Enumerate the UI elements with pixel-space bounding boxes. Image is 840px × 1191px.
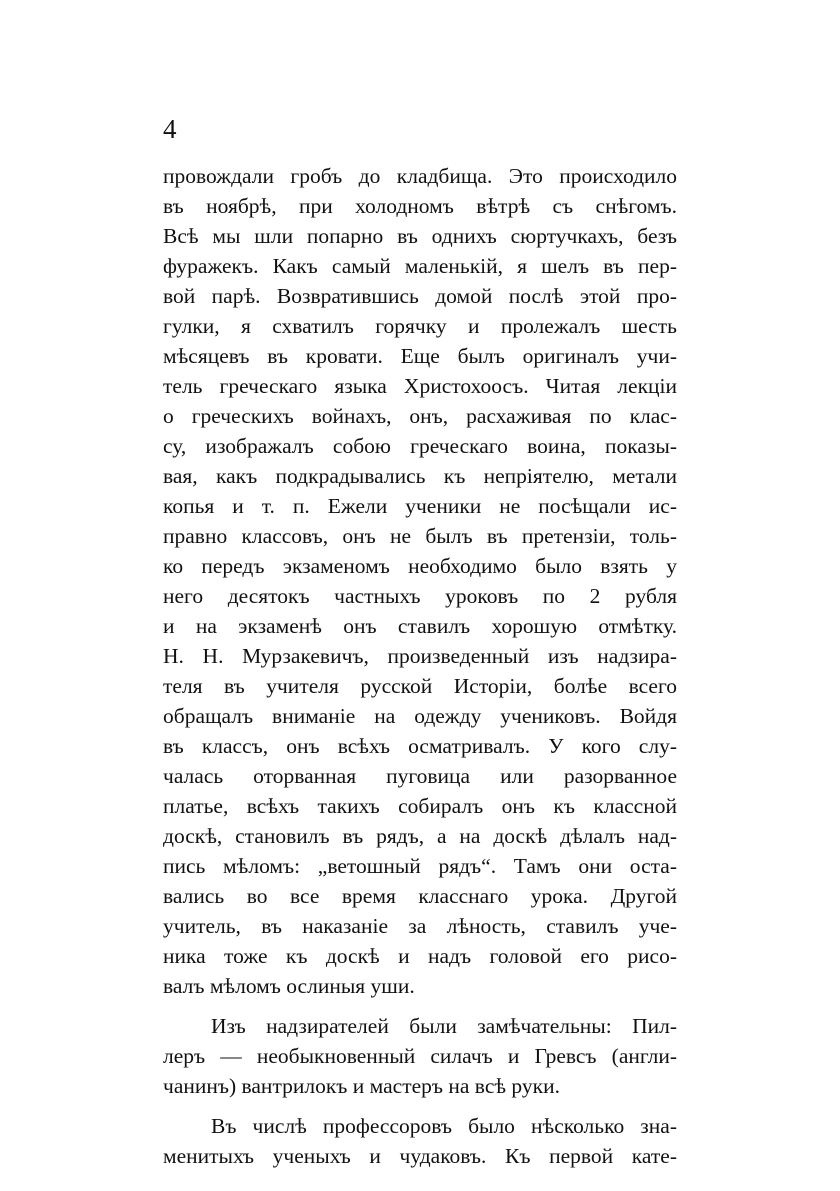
paragraph: [163, 1011, 677, 1101]
paragraph-gap: [163, 1101, 677, 1111]
text-line: учитель, въ наказаніе за лѣность, ставилъ уче-: [163, 914, 677, 938]
text-line: фуражекъ. Какъ самый маленькій, я шелъ въ пер-: [163, 254, 677, 278]
text-line: Н. Н. Мурзакевичъ, произведенный изъ надзира-: [163, 644, 677, 668]
text-line: обращалъ вниманіе на одежду учениковъ. Войдя: [163, 704, 677, 728]
page-number: 4: [163, 114, 177, 144]
text-line: ника тоже къ доскѣ и надъ головой его рисо-: [163, 944, 677, 968]
text-line: Всѣ мы шли попарно въ однихъ сюртучкахъ, безъ: [163, 224, 677, 248]
text-line: правно классовъ, онъ не былъ въ претензіи, толь-: [163, 524, 677, 548]
text-line: вой парѣ. Возвратившись домой послѣ этой про-: [163, 284, 677, 308]
text-line: платье, всѣхъ такихъ собиралъ онъ къ классной: [163, 794, 677, 818]
text-line: Въ числѣ профессоровъ было нѣсколько зна-: [211, 1114, 677, 1138]
text-line: тель греческаго языка Христохоосъ. Читая лекціи: [163, 374, 677, 398]
text-line: вая, какъ подкрадывались къ непріятелю, метали: [163, 464, 677, 488]
text-line: су, изображалъ собою греческаго воина, показы-: [163, 434, 677, 458]
text-line: гулки, я схватилъ горячку и пролежалъ шесть: [163, 314, 677, 338]
text-line: копья и т. п. Ежели ученики не посѣщали ис-: [163, 494, 677, 518]
text-line: и на экзаменѣ онъ ставилъ хорошую отмѣтку.: [163, 614, 677, 638]
paragraph-gap: [163, 1001, 677, 1011]
text-line: о греческихъ войнахъ, онъ, расхаживая по клас-: [163, 404, 677, 428]
paragraph: [163, 161, 677, 1001]
text-line: него десятокъ частныхъ уроковъ по 2 рубля: [163, 584, 677, 608]
text-line: мѣсяцевъ въ кровати. Еще былъ оригиналъ учи-: [163, 344, 677, 368]
paragraph: [163, 1111, 677, 1171]
text-line: пись мѣломъ: „ветошный рядъ“. Тамъ они оста-: [163, 854, 677, 878]
text-line: Изъ надзирателей были замѣчательны: Пил-: [211, 1014, 677, 1038]
text-line: провождали гробъ до кладбища. Это происходило: [163, 164, 677, 188]
text-line: теля въ учителя русской Исторіи, болѣе всего: [163, 674, 677, 698]
body-text: [163, 161, 677, 1171]
text-line: чанинъ) вантрилокъ и мастеръ на всѣ руки.: [163, 1074, 560, 1098]
text-line: ко передъ экзаменомъ необходимо было взять у: [163, 554, 677, 578]
text-line: въ классъ, онъ всѣхъ осматривалъ. У кого слу-: [163, 734, 677, 758]
text-line: менитыхъ ученыхъ и чудаковъ. Къ первой кате-: [163, 1144, 677, 1168]
text-line: доскѣ, становилъ въ рядъ, а на доскѣ дѣлалъ над-: [163, 824, 677, 848]
text-line: вались во все время класснаго урока. Другой: [163, 884, 677, 908]
text-line: чалась оторванная пуговица или разорванное: [163, 764, 677, 788]
text-line: валъ мѣломъ ослиныя уши.: [163, 974, 415, 998]
text-line: въ ноябрѣ, при холодномъ вѣтрѣ съ снѣгомъ.: [163, 194, 677, 218]
text-line: леръ — необыкновенный силачъ и Гревсъ (англи-: [163, 1044, 677, 1068]
